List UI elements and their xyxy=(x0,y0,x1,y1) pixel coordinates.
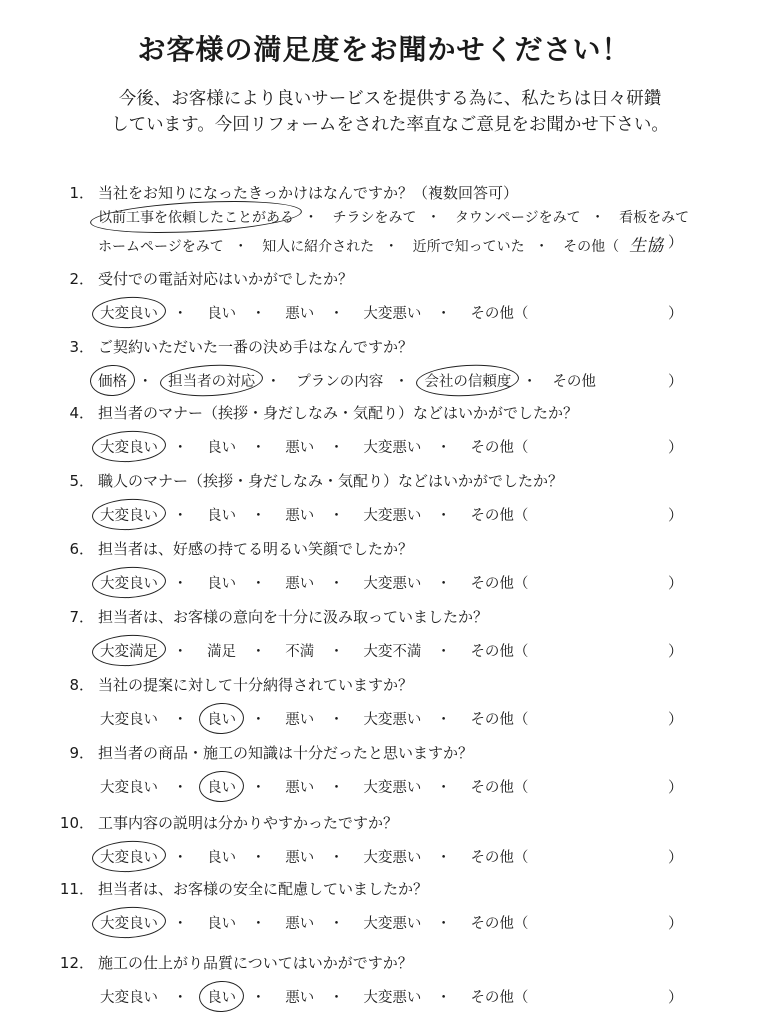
q9-option-1[interactable]: 大変良い xyxy=(100,780,158,796)
q5-option-1[interactable]: 大変良い xyxy=(98,504,160,525)
question-12 xyxy=(0,952,768,1018)
q1-option-townpage[interactable]: タウンページをみて xyxy=(454,210,581,226)
close-paren: ） xyxy=(668,574,684,592)
q10-option-other[interactable]: その他（ xyxy=(470,850,529,866)
q6-option-4[interactable]: 大変悪い xyxy=(363,576,422,592)
q9-option-4[interactable]: 大変悪い xyxy=(363,780,422,796)
q11-option-1[interactable]: 大変良い xyxy=(98,912,160,933)
question-number: 1． xyxy=(69,184,94,202)
q4-option-1[interactable]: 大変良い xyxy=(98,436,160,457)
q3-option-price[interactable]: 価格 xyxy=(96,370,129,391)
q5-options: 大変良い ・ 良い ・ 悪い ・ 大変悪い ・ その他（ xyxy=(98,504,530,525)
q2-option-2[interactable]: 良い xyxy=(207,306,237,322)
q1-option-signboard[interactable]: 看板をみて xyxy=(619,210,690,226)
q12-option-2[interactable]: 良い xyxy=(205,986,238,1007)
intro-line-2: しています。今回リフォームをされた率直なご意見をお聞かせ下さい。 xyxy=(111,115,669,135)
q10-option-2[interactable]: 良い xyxy=(207,850,237,866)
q9-option-3[interactable]: 悪い xyxy=(285,780,315,796)
q2-option-4[interactable]: 大変悪い xyxy=(363,306,422,322)
q6-option-other[interactable]: その他（ xyxy=(470,576,529,592)
question-number: 4． xyxy=(69,404,94,422)
question-text: 当社の提案に対して十分納得されていますか？ xyxy=(98,676,414,694)
q1-option-other[interactable]: その他（ xyxy=(563,239,620,255)
q4-option-2[interactable]: 良い xyxy=(207,440,237,456)
question-text: 担当者は、お客様の意向を十分に汲み取っていましたか？ xyxy=(98,608,489,626)
q8-option-2[interactable]: 良い xyxy=(205,708,238,729)
q1-options-row-1: 以前工事を依頼したことがある ・ チラシをみて ・ タウンページをみて ・ 看板をみて xyxy=(96,207,691,227)
q5-option-4[interactable]: 大変悪い xyxy=(363,508,422,524)
question-number: 12． xyxy=(59,954,94,972)
q7-option-1[interactable]: 大変満足 xyxy=(98,640,160,661)
close-paren: ） xyxy=(668,914,684,932)
q3-option-staff-response[interactable]: 担当者の対応 xyxy=(166,370,257,391)
q11-option-3[interactable]: 悪い xyxy=(285,916,315,932)
q3-option-trust[interactable]: 会社の信頼度 xyxy=(422,370,513,391)
q8-option-other[interactable]: その他（ xyxy=(470,712,529,728)
q9-option-2[interactable]: 良い xyxy=(205,776,238,797)
q8-option-3[interactable]: 悪い xyxy=(285,712,315,728)
question-11 xyxy=(0,878,768,944)
close-paren: ） xyxy=(668,710,684,728)
close-paren: ） xyxy=(668,642,684,660)
q11-option-4[interactable]: 大変悪い xyxy=(363,916,422,932)
q7-options: 大変満足 ・ 満足 ・ 不満 ・ 大変不満 ・ その他（ xyxy=(98,640,530,661)
q8-options: 大変良い ・ 良い ・ 悪い ・ 大変悪い ・ その他（ xyxy=(98,708,530,729)
q6-options: 大変良い ・ 良い ・ 悪い ・ 大変悪い ・ その他（ xyxy=(98,572,530,593)
question-text: 担当者は、お客様の安全に配慮していましたか？ xyxy=(98,880,429,898)
question-6 xyxy=(0,538,768,604)
question-text: 担当者の商品・施工の知識は十分だったと思いますか？ xyxy=(98,744,474,762)
q2-option-1[interactable]: 大変良い xyxy=(98,302,160,323)
q9-option-other[interactable]: その他（ xyxy=(470,780,529,796)
q10-option-3[interactable]: 悪い xyxy=(285,850,315,866)
question-4 xyxy=(0,402,768,468)
q12-option-3[interactable]: 悪い xyxy=(285,990,315,1006)
question-text: 工事内容の説明は分かりやすかったですか？ xyxy=(98,814,399,832)
question-10 xyxy=(0,812,768,878)
q2-options: 大変良い ・ 良い ・ 悪い ・ 大変悪い ・ その他（ xyxy=(98,302,530,323)
question-text: ご契約いただいた一番の決め手はなんですか？ xyxy=(98,338,414,356)
question-2 xyxy=(0,268,768,334)
q7-option-3[interactable]: 不満 xyxy=(285,644,315,660)
q2-option-3[interactable]: 悪い xyxy=(285,306,315,322)
question-number: 10． xyxy=(59,814,94,832)
q1-options-row-2: ホームページをみて ・ 知人に紹介された ・ 近所で知っていた ・ その他（ 生協 xyxy=(96,231,667,256)
q5-option-other[interactable]: その他（ xyxy=(470,508,529,524)
q12-options: 大変良い ・ 良い ・ 悪い ・ 大変悪い ・ その他（ xyxy=(98,986,530,1007)
question-number: 6． xyxy=(69,540,94,558)
question-text: 当社をお知りになったきっかけはなんですか？（複数回答可） xyxy=(98,184,519,202)
q3-options: 価格 ・ 担当者の対応 ・ プランの内容 ・ 会社の信頼度 ・ その他 xyxy=(96,370,598,391)
q4-option-3[interactable]: 悪い xyxy=(285,440,315,456)
question-number: 9． xyxy=(69,744,94,762)
question-text: 施工の仕上がり品質についてはいかがですか？ xyxy=(98,954,413,972)
q11-options: 大変良い ・ 良い ・ 悪い ・ 大変悪い ・ その他（ xyxy=(98,912,530,933)
q3-option-plan[interactable]: プランの内容 xyxy=(296,374,384,390)
question-5 xyxy=(0,470,768,536)
q8-option-4[interactable]: 大変悪い xyxy=(363,712,422,728)
q7-option-4[interactable]: 大変不満 xyxy=(363,644,422,660)
question-8 xyxy=(0,674,768,740)
close-paren: ） xyxy=(668,778,684,796)
close-paren: ） xyxy=(668,372,684,390)
q1-option-previous-work[interactable]: 以前工事を依頼したことがある xyxy=(96,207,296,227)
close-paren: ） xyxy=(668,506,684,524)
q1-option-referral[interactable]: 知人に紹介された xyxy=(262,239,375,255)
q10-options: 大変良い ・ 良い ・ 悪い ・ 大変悪い ・ その他（ xyxy=(98,846,530,867)
q1-option-homepage[interactable]: ホームページをみて xyxy=(98,239,224,255)
q7-option-2[interactable]: 満足 xyxy=(207,644,237,660)
q12-option-other[interactable]: その他（ xyxy=(470,990,529,1006)
q12-option-4[interactable]: 大変悪い xyxy=(363,990,422,1006)
intro-line-1: 今後、お客様により良いサービスを提供する為に、私たちは日々研鑽 xyxy=(118,89,662,109)
q6-option-1[interactable]: 大変良い xyxy=(98,572,160,593)
question-number: 7． xyxy=(69,608,94,626)
close-paren: ） xyxy=(668,438,684,456)
q2-option-other[interactable]: その他（ xyxy=(470,306,529,322)
close-paren: ） xyxy=(668,988,684,1006)
q9-options: 大変良い ・ 良い ・ 悪い ・ 大変悪い ・ その他（ xyxy=(98,776,530,797)
question-text: 担当者は、好感の持てる明るい笑顔でしたか？ xyxy=(98,540,414,558)
q10-option-1[interactable]: 大変良い xyxy=(98,846,160,867)
question-number: 11． xyxy=(59,880,94,898)
question-text: 職人のマナー（挨拶・身だしなみ・気配り）などはいかがでしたか？ xyxy=(98,472,564,490)
close-paren: ） xyxy=(668,233,684,251)
q4-options: 大変良い ・ 良い ・ 悪い ・ 大変悪い ・ その他（ xyxy=(98,436,530,457)
question-text: 担当者のマナー（挨拶・身だしなみ・気配り）などはいかがでしたか？ xyxy=(98,404,579,422)
q3-option-other[interactable]: その他 xyxy=(552,374,596,390)
question-9 xyxy=(0,742,768,808)
q11-option-other[interactable]: その他（ xyxy=(470,916,529,932)
question-number: 3． xyxy=(69,338,94,356)
q10-option-4[interactable]: 大変悪い xyxy=(363,850,422,866)
q12-option-1[interactable]: 大変良い xyxy=(100,990,158,1006)
q6-option-2[interactable]: 良い xyxy=(207,576,237,592)
question-text: 受付での電話対応はいかがでしたか？ xyxy=(98,270,354,288)
close-paren: ） xyxy=(668,304,684,322)
q4-option-4[interactable]: 大変悪い xyxy=(363,440,422,456)
q5-option-2[interactable]: 良い xyxy=(207,508,237,524)
question-number: 8． xyxy=(69,676,94,694)
question-number: 2． xyxy=(69,270,94,288)
q7-option-other[interactable]: その他（ xyxy=(470,644,529,660)
survey-title: お客様の満足度をお聞かせください！ xyxy=(137,33,631,66)
q11-option-2[interactable]: 良い xyxy=(207,916,237,932)
question-number: 5． xyxy=(69,472,94,490)
question-7 xyxy=(0,606,768,672)
q8-option-1[interactable]: 大変良い xyxy=(100,712,158,728)
close-paren: ） xyxy=(668,848,684,866)
question-1 xyxy=(0,182,768,256)
survey-intro xyxy=(60,86,720,138)
q5-option-3[interactable]: 悪い xyxy=(285,508,315,524)
q6-option-3[interactable]: 悪い xyxy=(285,576,315,592)
q1-option-flyer[interactable]: チラシをみて xyxy=(332,210,417,226)
question-3 xyxy=(0,336,768,402)
q4-option-other[interactable]: その他（ xyxy=(470,440,529,456)
q1-option-neighborhood[interactable]: 近所で知っていた xyxy=(412,239,525,255)
q1-other-handwritten-answer: 生協 xyxy=(629,236,664,256)
